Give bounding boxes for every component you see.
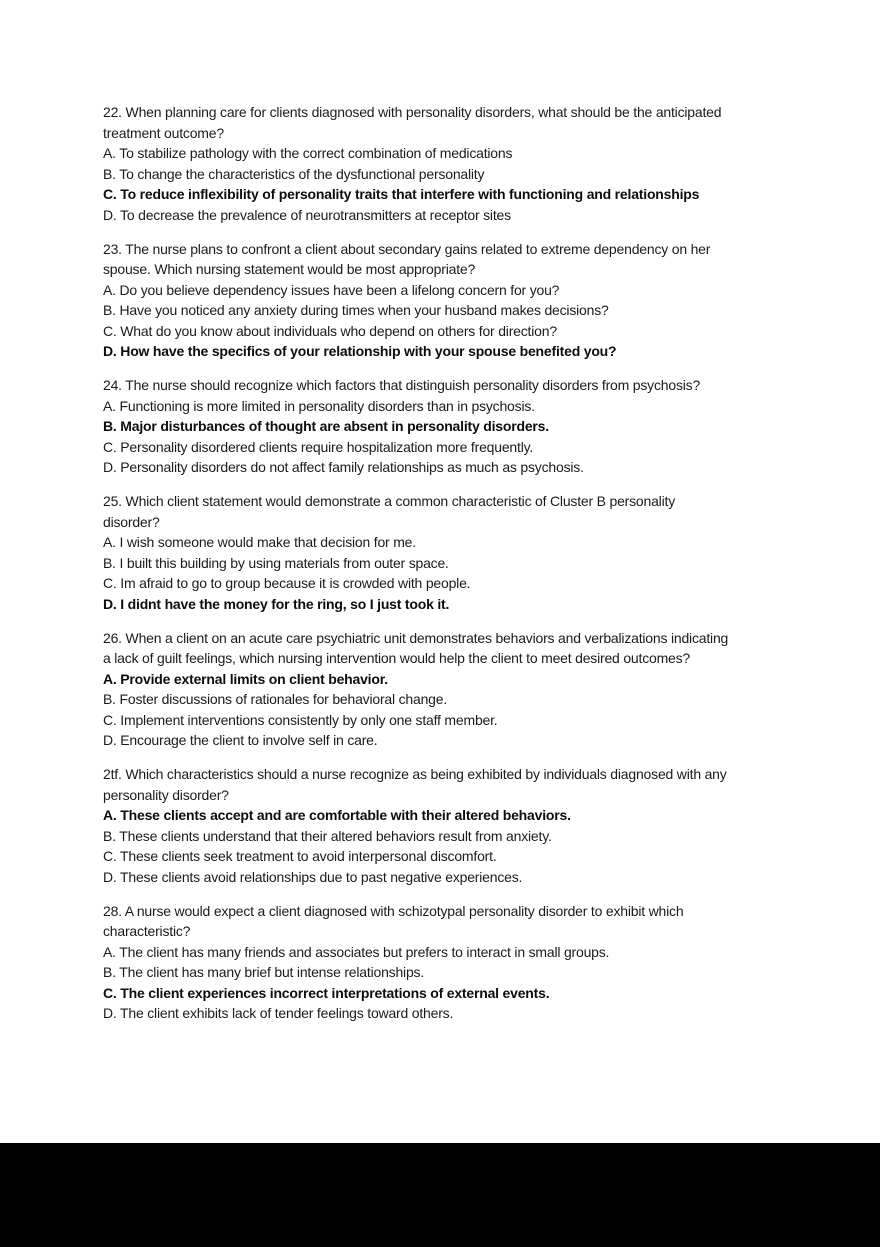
question-text-line: spouse. Which nursing statement would be most appropriate? [103,261,476,277]
question-text-line: 23. The nurse plans to confront a client about secondary gains related to extreme dependency on her [103,240,711,257]
answer-option: B. Have you noticed any anxiety during times when your husband makes decisions? [103,302,609,318]
question-text-line: 24. The nurse should recognize which factors that distinguish personality disorders from psychosis? [103,377,701,393]
answer-option: B. The client has many brief but intense relationships. [103,964,425,980]
answer-option: D. Encourage the client to involve self in care. [103,732,378,748]
answer-option: C. These clients seek treatment to avoid interpersonal discomfort. [103,848,497,864]
answer-option: A. I wish someone would make that decision for me. [103,534,416,550]
question-block [103,239,803,362]
question-block [103,375,803,478]
question-block [103,102,803,225]
answer-option: A. These clients accept and are comfortable with their altered behaviors. [103,807,571,823]
question-text-line: disorder? [103,513,160,530]
answer-option: C. The client experiences incorrect interpretations of external events. [103,984,550,1001]
question-text-line: 25. Which client statement would demonstrate a common characteristic of Cluster B personality [103,493,675,509]
answer-option: B. Foster discussions of rationales for behavioral change. [103,691,448,707]
answer-option: C. Personality disordered clients require hospitalization more frequently. [103,438,534,455]
question-text-line: characteristic? [103,923,191,939]
answer-option: C. Im afraid to go to group because it is crowded with people. [103,575,471,591]
question-block [103,764,803,887]
question-block [103,491,803,614]
answer-option: A. To stabilize pathology with the correct combination of medications [103,145,513,161]
answer-option: B. Major disturbances of thought are absent in personality disorders. [103,418,549,434]
answer-option: A. Provide external limits on client behavior. [103,670,388,687]
question-text-line: 2tf. Which characteristics should a nurse recognize as being exhibited by individuals diagnosed with any [103,766,727,782]
questions-list [103,102,803,1024]
question-block [103,901,803,1024]
question-text-line: 28. A nurse would expect a client diagnosed with schizotypal personality disorder to exhibit which [103,902,684,919]
answer-option: B. To change the characteristics of the dysfunctional personality [103,165,485,182]
answer-option: C. Implement interventions consistently by only one staff member. [103,711,498,728]
question-text-line: a lack of guilt feelings, which nursing intervention would help the client to meet desired outcomes? [103,650,691,666]
answer-option: D. How have the specifics of your relationship with your spouse benefited you? [103,343,617,359]
answer-option: C. To reduce inflexibility of personality traits that interfere with functioning and relationships [103,186,700,202]
answer-option: B. These clients understand that their altered behaviors result from anxiety. [103,827,552,844]
question-text-line: 26. When a client on an acute care psychiatric unit demonstrates behaviors and verbalizations indicating [103,629,729,646]
answer-option: A. The client has many friends and associates but prefers to interact in small groups. [103,943,610,960]
answer-option: A. Functioning is more limited in personality disorders than in psychosis. [103,397,535,414]
answer-option: B. I built this building by using materials from outer space. [103,554,449,571]
page-bottom-black-bar [0,1143,880,1247]
answer-option: D. I didnt have the money for the ring, so I just took it. [103,595,450,612]
answer-option: D. These clients avoid relationships due to past negative experiences. [103,868,523,885]
answer-option: D. To decrease the prevalence of neurotransmitters at receptor sites [103,206,511,223]
answer-option: D. The client exhibits lack of tender feelings toward others. [103,1005,454,1021]
answer-option: A. Do you believe dependency issues have been a lifelong concern for you? [103,281,560,298]
answer-option: D. Personality disorders do not affect family relationships as much as psychosis. [103,459,584,475]
question-block [103,628,803,751]
question-text-line: treatment outcome? [103,124,224,141]
question-text-line: personality disorder? [103,786,229,803]
question-text-line: 22. When planning care for clients diagnosed with personality disorders, what should be the anticipated [103,104,722,120]
answer-option: C. What do you know about individuals who depend on others for direction? [103,322,557,339]
